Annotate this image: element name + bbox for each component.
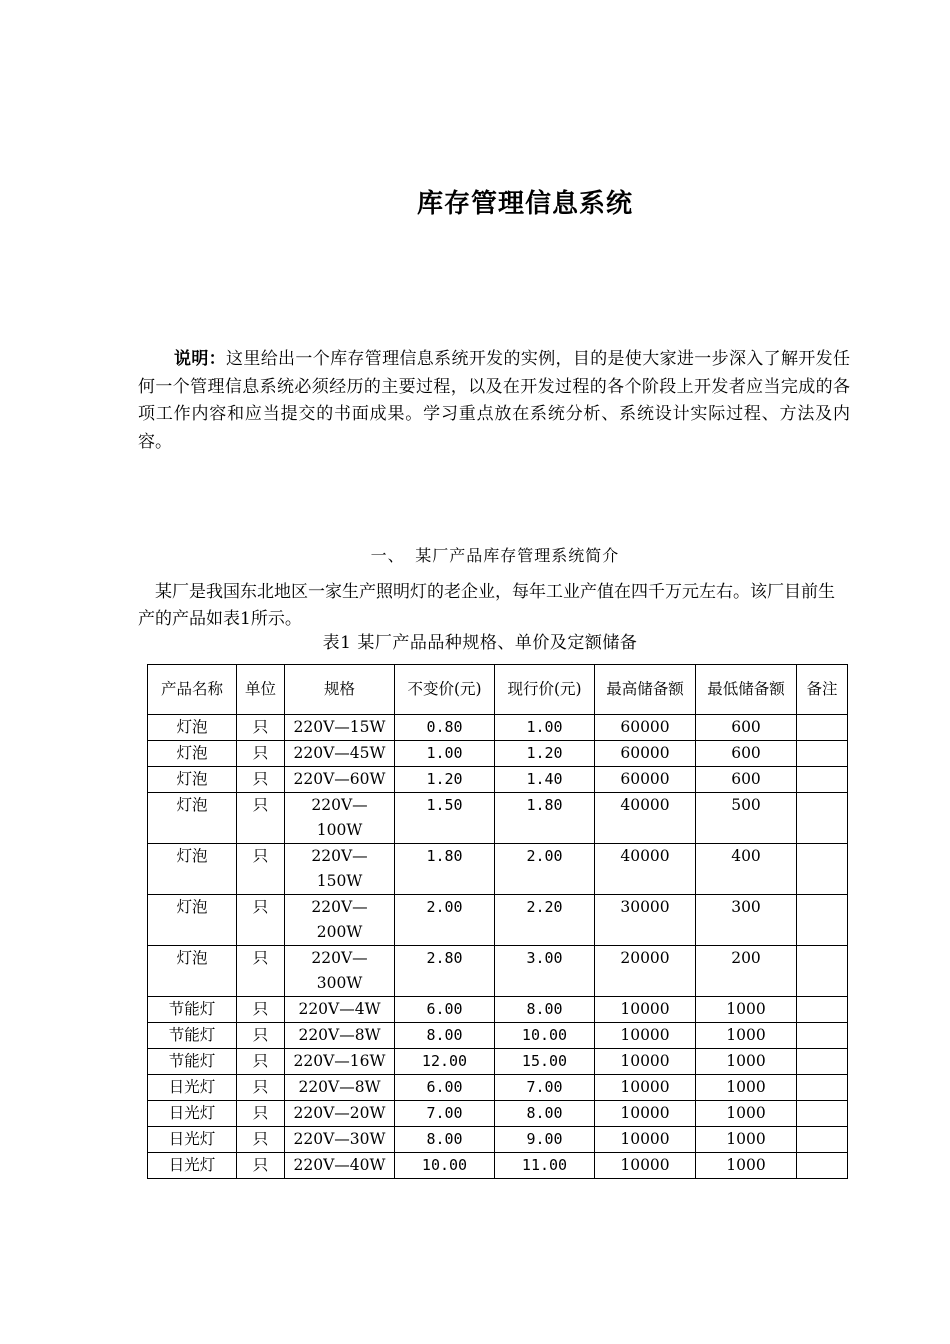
cell-min-reserve: 600 <box>696 767 797 793</box>
cell-remark <box>797 1153 848 1179</box>
cell-unit: 只 <box>237 1101 285 1127</box>
cell-min-reserve: 200 <box>696 946 797 997</box>
cell-name: 灯泡 <box>148 741 237 767</box>
cell-current-price: 2.00 <box>495 844 595 895</box>
cell-current-price: 8.00 <box>495 1101 595 1127</box>
body-paragraph: 某厂是我国东北地区一家生产照明灯的老企业，每年工业产值在四千万元左右。该厂目前生产的产品如表1所示。 <box>138 582 835 629</box>
cell-spec: 220V—4W <box>285 997 395 1023</box>
header-spec: 规格 <box>285 665 395 715</box>
cell-spec: 220V—8W <box>285 1023 395 1049</box>
cell-current-price: 1.80 <box>495 793 595 844</box>
cell-min-reserve: 1000 <box>696 1101 797 1127</box>
cell-name: 日光灯 <box>148 1153 237 1179</box>
cell-min-reserve: 300 <box>696 895 797 946</box>
cell-remark <box>797 895 848 946</box>
cell-min-reserve: 500 <box>696 793 797 844</box>
section-heading: 一、 某厂产品库存管理系统简介 <box>370 546 620 565</box>
cell-spec: 220V—30W <box>285 1127 395 1153</box>
cell-max-reserve: 30000 <box>595 895 696 946</box>
cell-remark <box>797 844 848 895</box>
cell-fixed-price: 1.20 <box>395 767 495 793</box>
cell-name: 灯泡 <box>148 793 237 844</box>
table-body <box>148 715 848 1179</box>
cell-min-reserve: 1000 <box>696 1023 797 1049</box>
cell-name: 灯泡 <box>148 895 237 946</box>
table-row <box>148 1101 848 1127</box>
cell-max-reserve: 40000 <box>595 844 696 895</box>
cell-remark <box>797 741 848 767</box>
cell-unit: 只 <box>237 1049 285 1075</box>
intro-text: 这里给出一个库存管理信息系统开发的实例，目的是使大家进一步深入了解开发任何一个管理信息系统必须经历的主要过程，以及在开发过程的各个阶段上开发者应当完成的各项工作内容和应当提交的书面成果。学习重点放在系统分析、系统设计实际过程、方法及内容。 <box>138 349 851 452</box>
cell-unit: 只 <box>237 997 285 1023</box>
cell-current-price: 1.00 <box>495 715 595 741</box>
cell-name: 日光灯 <box>148 1127 237 1153</box>
cell-fixed-price: 0.80 <box>395 715 495 741</box>
cell-name: 日光灯 <box>148 1075 237 1101</box>
cell-current-price: 2.20 <box>495 895 595 946</box>
table-row <box>148 715 848 741</box>
table-row <box>148 1049 848 1075</box>
intro-paragraph <box>138 346 850 456</box>
table-row <box>148 844 848 895</box>
cell-fixed-price: 12.00 <box>395 1049 495 1075</box>
cell-max-reserve: 10000 <box>595 1049 696 1075</box>
cell-fixed-price: 6.00 <box>395 1075 495 1101</box>
cell-name: 节能灯 <box>148 1023 237 1049</box>
cell-max-reserve: 10000 <box>595 1101 696 1127</box>
cell-min-reserve: 1000 <box>696 1049 797 1075</box>
cell-fixed-price: 1.50 <box>395 793 495 844</box>
cell-max-reserve: 40000 <box>595 793 696 844</box>
cell-name: 灯泡 <box>148 715 237 741</box>
cell-min-reserve: 600 <box>696 741 797 767</box>
cell-max-reserve: 10000 <box>595 1075 696 1101</box>
cell-spec: 220V—16W <box>285 1049 395 1075</box>
cell-name: 灯泡 <box>148 946 237 997</box>
cell-remark <box>797 946 848 997</box>
header-unit: 单位 <box>237 665 285 715</box>
cell-current-price: 7.00 <box>495 1075 595 1101</box>
cell-spec: 220V—15W <box>285 715 395 741</box>
header-min-reserve: 最低储备额 <box>696 665 797 715</box>
cell-name: 日光灯 <box>148 1101 237 1127</box>
cell-spec: 220V—150W <box>285 844 395 895</box>
table-row <box>148 1127 848 1153</box>
cell-remark <box>797 1023 848 1049</box>
cell-min-reserve: 1000 <box>696 1153 797 1179</box>
cell-remark <box>797 997 848 1023</box>
cell-spec: 220V—8W <box>285 1075 395 1101</box>
cell-max-reserve: 10000 <box>595 1023 696 1049</box>
cell-max-reserve: 10000 <box>595 1127 696 1153</box>
cell-max-reserve: 20000 <box>595 946 696 997</box>
cell-spec: 220V—300W <box>285 946 395 997</box>
cell-fixed-price: 10.00 <box>395 1153 495 1179</box>
cell-current-price: 1.40 <box>495 767 595 793</box>
cell-min-reserve: 400 <box>696 844 797 895</box>
table-row <box>148 1075 848 1101</box>
table-row <box>148 1023 848 1049</box>
cell-max-reserve: 10000 <box>595 997 696 1023</box>
cell-unit: 只 <box>237 1153 285 1179</box>
cell-name: 灯泡 <box>148 767 237 793</box>
cell-unit: 只 <box>237 895 285 946</box>
cell-remark <box>797 1075 848 1101</box>
cell-max-reserve: 60000 <box>595 767 696 793</box>
cell-current-price: 3.00 <box>495 946 595 997</box>
cell-spec: 220V—40W <box>285 1153 395 1179</box>
header-fixed-price: 不变价(元) <box>395 665 495 715</box>
cell-unit: 只 <box>237 793 285 844</box>
cell-fixed-price: 2.00 <box>395 895 495 946</box>
cell-remark <box>797 767 848 793</box>
cell-min-reserve: 1000 <box>696 1075 797 1101</box>
document-title: 库存管理信息系统 <box>416 189 633 219</box>
cell-fixed-price: 8.00 <box>395 1023 495 1049</box>
cell-current-price: 1.20 <box>495 741 595 767</box>
cell-unit: 只 <box>237 1023 285 1049</box>
cell-min-reserve: 1000 <box>696 1127 797 1153</box>
cell-remark <box>797 1101 848 1127</box>
table-row <box>148 895 848 946</box>
cell-remark <box>797 1049 848 1075</box>
table-row <box>148 741 848 767</box>
cell-unit: 只 <box>237 946 285 997</box>
cell-fixed-price: 6.00 <box>395 997 495 1023</box>
cell-spec: 220V—200W <box>285 895 395 946</box>
table-row <box>148 997 848 1023</box>
cell-max-reserve: 10000 <box>595 1153 696 1179</box>
cell-fixed-price: 7.00 <box>395 1101 495 1127</box>
cell-current-price: 8.00 <box>495 997 595 1023</box>
cell-unit: 只 <box>237 741 285 767</box>
table-header-row <box>148 665 848 715</box>
cell-remark <box>797 793 848 844</box>
header-remark: 备注 <box>797 665 848 715</box>
header-max-reserve: 最高储备额 <box>595 665 696 715</box>
cell-spec: 220V—45W <box>285 741 395 767</box>
cell-remark <box>797 1127 848 1153</box>
cell-unit: 只 <box>237 844 285 895</box>
cell-unit: 只 <box>237 1075 285 1101</box>
table-row <box>148 793 848 844</box>
cell-unit: 只 <box>237 715 285 741</box>
cell-current-price: 15.00 <box>495 1049 595 1075</box>
table-row <box>148 946 848 997</box>
cell-spec: 220V—100W <box>285 793 395 844</box>
cell-unit: 只 <box>237 1127 285 1153</box>
cell-max-reserve: 60000 <box>595 715 696 741</box>
table-row <box>148 767 848 793</box>
cell-current-price: 11.00 <box>495 1153 595 1179</box>
table-caption: 表1 某厂产品品种规格、单价及定额储备 <box>322 633 638 653</box>
cell-max-reserve: 60000 <box>595 741 696 767</box>
cell-current-price: 10.00 <box>495 1023 595 1049</box>
intro-label: 说明： <box>174 349 227 369</box>
cell-min-reserve: 600 <box>696 715 797 741</box>
cell-spec: 220V—60W <box>285 767 395 793</box>
product-table <box>147 664 848 1179</box>
header-current-price: 现行价(元) <box>495 665 595 715</box>
cell-fixed-price: 8.00 <box>395 1127 495 1153</box>
cell-min-reserve: 1000 <box>696 997 797 1023</box>
table-row <box>148 1153 848 1179</box>
cell-unit: 只 <box>237 767 285 793</box>
cell-fixed-price: 2.80 <box>395 946 495 997</box>
cell-current-price: 9.00 <box>495 1127 595 1153</box>
cell-remark <box>797 715 848 741</box>
cell-name: 节能灯 <box>148 1049 237 1075</box>
cell-name: 节能灯 <box>148 997 237 1023</box>
header-name: 产品名称 <box>148 665 237 715</box>
cell-spec: 220V—20W <box>285 1101 395 1127</box>
cell-fixed-price: 1.00 <box>395 741 495 767</box>
cell-fixed-price: 1.80 <box>395 844 495 895</box>
cell-name: 灯泡 <box>148 844 237 895</box>
